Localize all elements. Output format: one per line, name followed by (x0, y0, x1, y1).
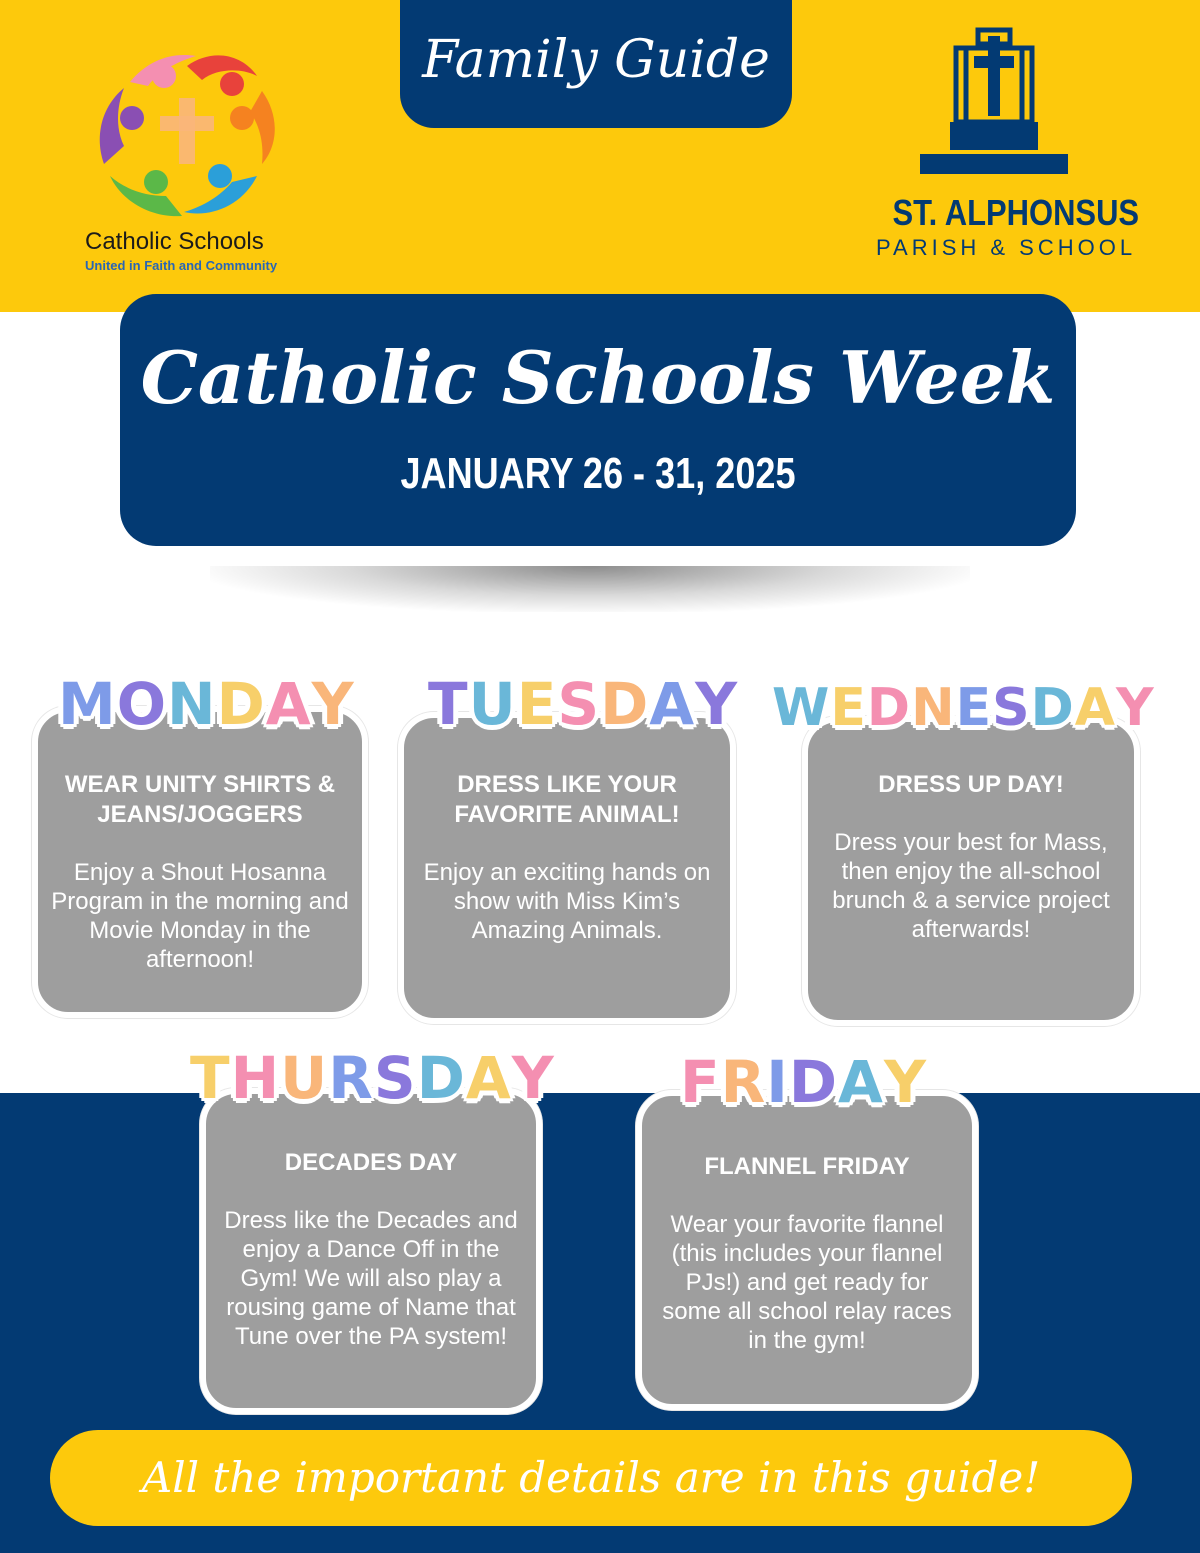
day-title-letter: N (911, 678, 956, 738)
day-title-letter: I (766, 1048, 789, 1116)
monday-title (58, 672, 355, 736)
friday-card (636, 1090, 978, 1410)
tuesday-card (398, 712, 736, 1024)
thursday-title (190, 1046, 555, 1110)
day-title-letter: D (600, 670, 650, 738)
wednesday-headline: DRESS UP DAY! (878, 771, 1064, 798)
day-title-letter: S (373, 1044, 417, 1112)
day-title-letter: W (772, 678, 831, 738)
tuesday-headline: DRESS LIKE YOUR FAVORITE ANIMAL! (454, 771, 680, 828)
day-title-letter: T (190, 1044, 231, 1112)
day-title-letter: R (328, 1044, 374, 1112)
friday-title (680, 1050, 927, 1114)
day-title-letter: Y (311, 670, 355, 738)
wednesday-card (802, 716, 1140, 1026)
page-title: Catholic Schools Week (140, 335, 1056, 420)
thursday-headline: DECADES DAY (284, 1149, 458, 1176)
day-title-letter: A (649, 670, 696, 738)
day-title-letter: A (265, 670, 312, 738)
day-title-letter: N (167, 670, 217, 738)
day-title-letter: M (58, 670, 117, 738)
day-title-letter: T (428, 670, 469, 738)
friday-body: Wear your favorite flannel (this includes your flannel PJs!) and get ready for some all school relay races in the gym! (662, 1211, 952, 1354)
day-title-letter: D (216, 670, 266, 738)
day-title-letter: S (992, 678, 1031, 738)
thursday-body: Dress like the Decades and enjoy a Dance Off in the Gym! We will also play a rousing game of Name that Tune over the PA system! (224, 1207, 518, 1350)
day-title-letter: F (680, 1048, 721, 1116)
day-title-letter: D (1030, 678, 1075, 738)
day-title-letter: A (1074, 678, 1116, 738)
monday-headline: WEAR UNITY SHIRTS & JEANS/JOGGERS (64, 771, 336, 828)
tuesday-body: Enjoy an exciting hands on show with Miss Kim’s Amazing Animals. (423, 859, 711, 944)
banner-shadow (210, 566, 970, 612)
event-date: JANUARY 26 - 31, 2025 (400, 449, 796, 498)
wednesday-body: Dress your best for Mass, then enjoy the all-school brunch & a service project afterwards! (832, 829, 1110, 943)
day-title-letter: A (838, 1048, 884, 1116)
day-title-letter: U (468, 670, 517, 738)
day-title-letter: Y (511, 1044, 555, 1112)
day-title-letter: D (866, 678, 912, 738)
title-banner (120, 294, 1076, 546)
day-title-letter: S (557, 670, 601, 738)
day-title-letter: A (465, 1044, 512, 1112)
day-title-letter: E (516, 670, 558, 738)
day-title-letter: Y (1116, 678, 1155, 738)
day-title-letter: O (116, 670, 168, 738)
catholic-schools-name: Catholic Schools (85, 228, 264, 255)
day-title-letter: D (416, 1044, 466, 1112)
day-title-letter: U (280, 1044, 329, 1112)
footer-banner: All the important details are in this guide! (50, 1430, 1132, 1526)
catholic-schools-logo-icon (92, 46, 292, 226)
monday-body: Enjoy a Shout Hosanna Program in the morning and Movie Monday in the afternoon! (51, 859, 349, 973)
day-title-letter: Y (883, 1048, 927, 1116)
wednesday-title (772, 676, 1155, 740)
day-title-letter: H (230, 1044, 281, 1112)
day-title-letter: E (830, 678, 867, 738)
church-cross-icon (916, 26, 1072, 176)
tuesday-title (428, 672, 738, 736)
day-title-letter: E (955, 678, 993, 738)
friday-headline: FLANNEL FRIDAY (704, 1153, 910, 1180)
monday-card (32, 706, 368, 1018)
day-title-letter: D (788, 1048, 839, 1116)
family-guide-tab: Family Guide (400, 0, 792, 128)
day-title-letter: Y (695, 670, 739, 738)
day-title-letter: R (720, 1048, 767, 1116)
st-alphonsus-subtitle: PARISH & SCHOOL (876, 235, 1137, 260)
thursday-card (200, 1088, 542, 1414)
st-alphonsus-name: ST. ALPHONSUS (892, 192, 1140, 233)
catholic-schools-tagline: United in Faith and Community (85, 258, 278, 273)
